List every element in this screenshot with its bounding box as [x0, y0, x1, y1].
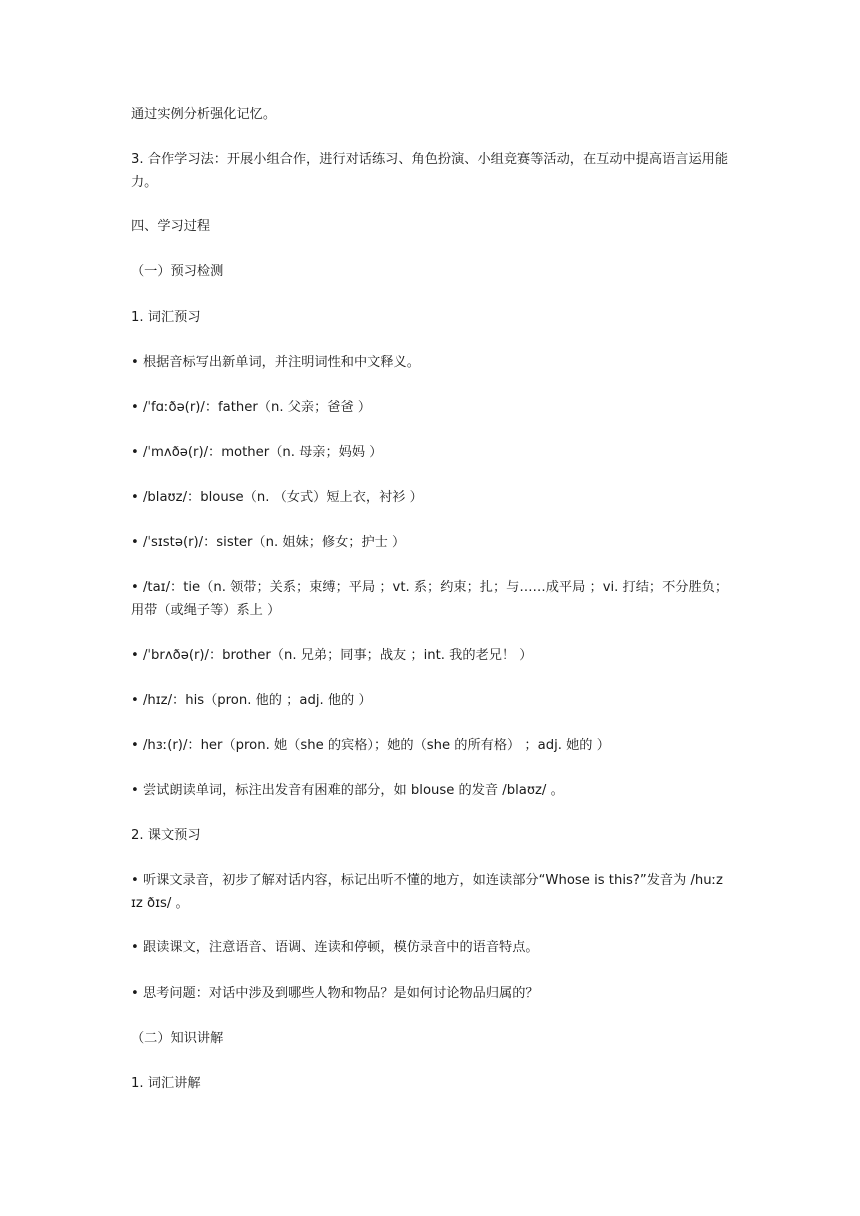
bullet-read-aloud: • 尝试朗读单词，标注出发音有困难的部分，如 blouse 的发音 /blaʊz/ 。	[131, 783, 564, 798]
bullet-instruction: • 根据音标写出新单词，并注明词性和中文释义。	[131, 355, 420, 370]
bullet-word-her: • /hɜː(r)/：her（pron. 她（she 的宾格）；她的（she 的所有格） ；adj. 她的 ）	[131, 738, 610, 753]
bullet-word-his: • /hɪz/：his（pron. 他的 ；adj. 他的 ）	[131, 693, 372, 708]
heading-vocab-preview: 1. 词汇预习	[131, 310, 201, 325]
section-heading-learning-process: 四、学习过程	[131, 219, 211, 234]
subheading-preview-check: （一）预习检测	[131, 264, 224, 279]
bullet-listen: • 听课文录音，初步了解对话内容，标记出听不懂的地方，如连读部分“Whose is this?”发音为 /huːz ɪz ðɪs/ 。	[131, 873, 723, 911]
paragraph-intro-end: 通过实例分析强化记忆。	[131, 107, 277, 122]
bullet-think-question: • 思考问题：对话中涉及到哪些人物和物品？是如何讨论物品归属的？	[131, 986, 539, 1001]
bullet-word-father: • /ˈfɑːðə(r)/：father（n. 父亲；爸爸 ）	[131, 400, 372, 415]
bullet-follow-read: • 跟读课文，注意语音、语调、连读和停顿，模仿录音中的语音特点。	[131, 940, 539, 955]
heading-vocab-explanation: 1. 词汇讲解	[131, 1076, 201, 1091]
subheading-knowledge-explanation: （二）知识讲解	[131, 1031, 224, 1046]
bullet-word-brother: • /ˈbrʌðə(r)/：brother（n. 兄弟；同事；战友 ；int. 我的老兄！ ）	[131, 648, 533, 663]
bullet-word-blouse: • /blaʊz/：blouse（n. （女式）短上衣，衬衫 ）	[131, 490, 423, 505]
paragraph-method-3: 3. 合作学习法：开展小组合作，进行对话练习、角色扮演、小组竞赛等活动，在互动中提高语言运用能力。	[131, 152, 729, 190]
bullet-word-sister: • /ˈsɪstə(r)/：sister（n. 姐妹；修女；护士 ）	[131, 535, 406, 550]
bullet-word-mother: • /ˈmʌðə(r)/：mother（n. 母亲；妈妈 ）	[131, 445, 383, 460]
bullet-word-tie: • /taɪ/：tie（n. 领带；关系；束缚；平局 ；vt. 系；约束；扎；与……成平局 ；vi. 打结；不分胜负；用带（或绳子等）系上 ）	[131, 580, 729, 618]
heading-text-preview: 2. 课文预习	[131, 828, 201, 843]
